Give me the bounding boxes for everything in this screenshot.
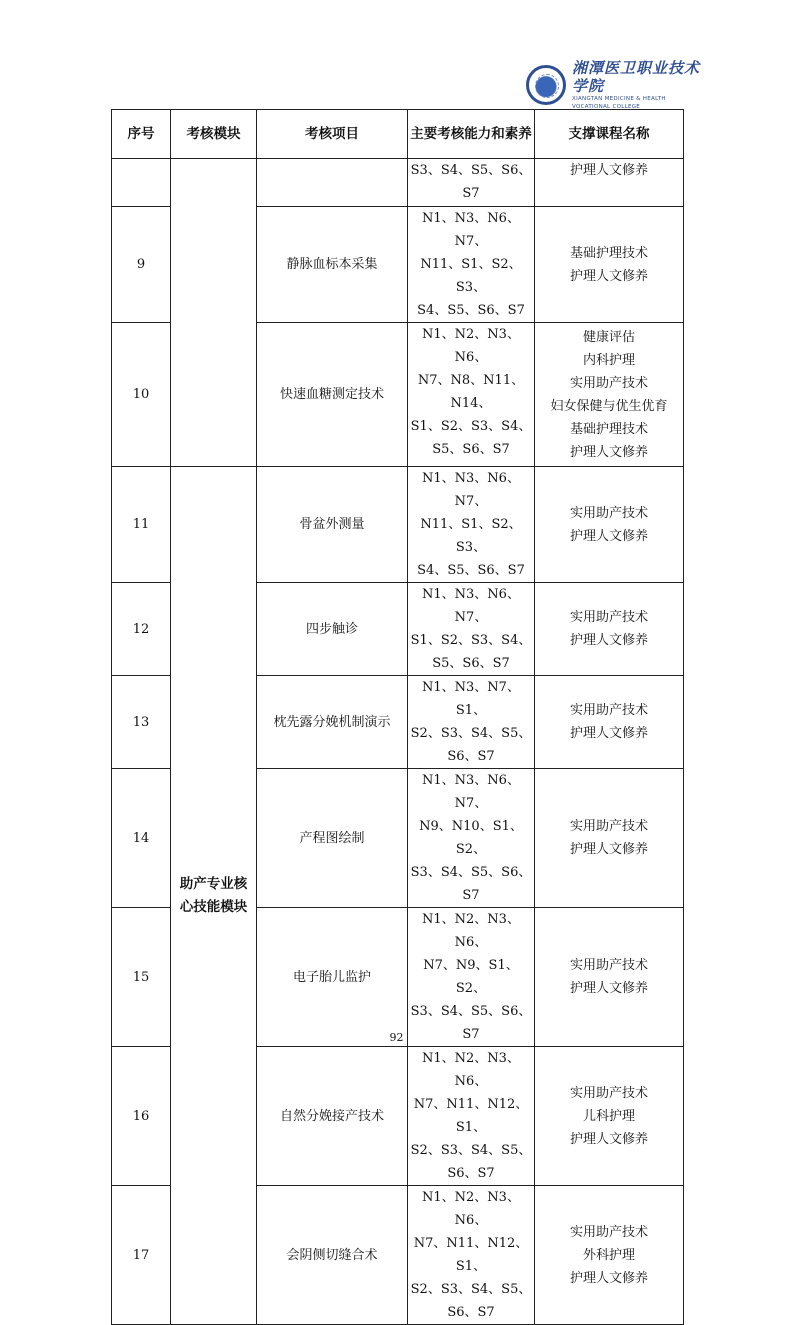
row-number: 15 [112, 908, 171, 1047]
ability-line: S4、S5、S6、S7 [417, 303, 525, 318]
header-item: 考核项目 [257, 110, 408, 159]
ability-line: N1、N2、N3、N6、 [422, 1190, 520, 1228]
row-number: 14 [112, 769, 171, 908]
course-name: 护理人文修养 [569, 981, 648, 996]
row-number: 10 [112, 323, 171, 467]
abilities-cell [408, 676, 535, 769]
abilities-cell [408, 207, 535, 323]
table-row [112, 467, 684, 583]
course-name: 护理人文修养 [569, 842, 648, 857]
college-logo [526, 59, 706, 110]
assessment-item: 产程图绘制 [257, 769, 408, 908]
ability-line: S2、S3、S4、S5、 [410, 726, 532, 741]
course-name: 基础护理技术 [569, 245, 648, 261]
ability-line: N11、S1、S2、S3、 [420, 517, 522, 555]
abilities-cell [408, 159, 535, 207]
header-module: 考核模块 [171, 110, 257, 159]
courses-cell [535, 1047, 684, 1186]
courses-cell [535, 1186, 684, 1325]
ability-line: N1、N2、N3、N6、 [422, 1051, 520, 1089]
ability-line: S6、S7 [447, 749, 495, 764]
ability-line: S1、S2、S3、S4、 [410, 419, 532, 434]
assessment-item: 四步触诊 [257, 583, 408, 676]
module-name-line: 助产专业核 [179, 875, 248, 892]
course-name: 护理人文修养 [569, 268, 648, 284]
ability-line: N1、N3、N6、N7、 [422, 587, 520, 625]
row-number: 11 [112, 467, 171, 583]
course-name: 实用助产技术 [569, 1085, 648, 1101]
ability-line: S6、S7 [447, 1166, 495, 1181]
ability-line: S1、S2、S3、S4、 [410, 633, 532, 648]
course-name: 实用助产技术 [569, 703, 648, 718]
course-name: 儿科护理 [582, 1108, 635, 1124]
row-number: 9 [112, 207, 171, 323]
header-courses: 支撑课程名称 [535, 110, 684, 159]
ability-line: N1、N3、N6、N7、 [422, 211, 520, 249]
row-number: 13 [112, 676, 171, 769]
course-name: 护理人文修养 [569, 726, 648, 741]
ability-line: S5、S6、S7 [432, 442, 510, 457]
ability-line: S6、S7 [447, 1305, 495, 1320]
course-name: 护理人文修养 [569, 1131, 648, 1147]
assessment-item: 自然分娩接产技术 [257, 1047, 408, 1186]
module-name [171, 467, 257, 1325]
logo-chinese-name: 湘潭医卫职业技术学院 [572, 59, 701, 95]
assessment-item: 静脉血标本采集 [257, 207, 408, 323]
abilities-cell [408, 1047, 535, 1186]
header-no: 序号 [112, 110, 171, 159]
courses-cell [535, 323, 684, 467]
assessment-item: 会阴侧切缝合术 [257, 1186, 408, 1325]
assessment-table [111, 109, 684, 1325]
course-name: 健康评估 [582, 329, 635, 345]
ability-line: S3、S4、S5、S6、 [410, 163, 532, 178]
course-name: 妇女保健与优生优育 [550, 398, 668, 414]
course-name: 护理人文修养 [569, 444, 648, 460]
row-number [112, 159, 171, 207]
ability-line: N7、N11、N12、S1、 [413, 1236, 529, 1274]
ability-line: S3、S4、S5、S6、 [410, 865, 532, 880]
module-name-line: 心技能模块 [179, 898, 248, 915]
ability-line: N1、N3、N6、N7、 [422, 773, 520, 811]
abilities-cell [408, 467, 535, 583]
college-seal-icon [526, 65, 566, 105]
assessment-item: 枕先露分娩机制演示 [257, 676, 408, 769]
courses-cell [535, 583, 684, 676]
abilities-cell [408, 908, 535, 1047]
assessment-item: 骨盆外测量 [257, 467, 408, 583]
ability-line: S2、S3、S4、S5、 [410, 1282, 532, 1297]
ability-line: N1、N3、N7、S1、 [422, 680, 520, 718]
ability-line: S7 [462, 186, 480, 201]
assessment-item: 快速血糖测定技术 [257, 323, 408, 467]
course-name: 基础护理技术 [569, 421, 648, 437]
courses-cell [535, 467, 684, 583]
courses-cell [535, 159, 684, 207]
ability-line: N7、N9、S1、S2、 [423, 958, 519, 996]
module-cell-previous [171, 159, 257, 467]
course-name: 实用助产技术 [569, 610, 648, 625]
assessment-item: 电子胎儿监护 [257, 908, 408, 1047]
course-name: 内科护理 [582, 352, 635, 368]
course-name: 护理人文修养 [569, 633, 648, 648]
ability-line: N11、S1、S2、S3、 [420, 257, 522, 295]
ability-line: N7、N11、N12、S1、 [413, 1097, 529, 1135]
table-row [112, 159, 684, 207]
ability-line: S4、S5、S6、S7 [417, 563, 525, 578]
courses-cell [535, 676, 684, 769]
courses-cell [535, 769, 684, 908]
ability-line: S7 [462, 1027, 480, 1042]
ability-line: N9、N10、S1、S2、 [419, 819, 523, 857]
ability-line: S3、S4、S5、S6、 [410, 1004, 532, 1019]
row-number: 16 [112, 1047, 171, 1186]
abilities-cell [408, 323, 535, 467]
course-name: 护理人文修养 [569, 1270, 648, 1286]
ability-line: N1、N2、N3、N6、 [422, 327, 520, 365]
course-name: 实用助产技术 [569, 1224, 648, 1240]
courses-cell [535, 207, 684, 323]
course-name: 实用助产技术 [569, 958, 648, 973]
abilities-cell [408, 769, 535, 908]
row-number: 17 [112, 1186, 171, 1325]
course-name: 实用助产技术 [569, 375, 648, 391]
logo-text [572, 59, 706, 111]
ability-line: S5、S6、S7 [432, 656, 510, 671]
abilities-cell [408, 1186, 535, 1325]
course-name: 护理人文修养 [569, 528, 648, 544]
course-name: 护理人文修养 [569, 163, 648, 178]
logo-english-name: XIANGTAN MEDICINE & HEALTH VOCATIONAL COLLEGE [572, 96, 666, 110]
abilities-cell [408, 583, 535, 676]
ability-line: N1、N3、N6、N7、 [422, 471, 520, 509]
row-number: 12 [112, 583, 171, 676]
header-abilities: 主要考核能力和素养 [408, 110, 535, 159]
courses-cell [535, 908, 684, 1047]
assessment-item [257, 159, 408, 207]
course-name: 实用助产技术 [569, 819, 648, 834]
ability-line: N1、N2、N3、N6、 [422, 912, 520, 950]
page-number: 92 [389, 1031, 404, 1044]
table-header-row [112, 110, 684, 159]
ability-line: N7、N8、N11、N14、 [417, 373, 525, 411]
course-name: 实用助产技术 [569, 505, 648, 521]
ability-line: S7 [462, 888, 480, 903]
course-name: 外科护理 [582, 1247, 635, 1263]
ability-line: S2、S3、S4、S5、 [410, 1143, 532, 1158]
